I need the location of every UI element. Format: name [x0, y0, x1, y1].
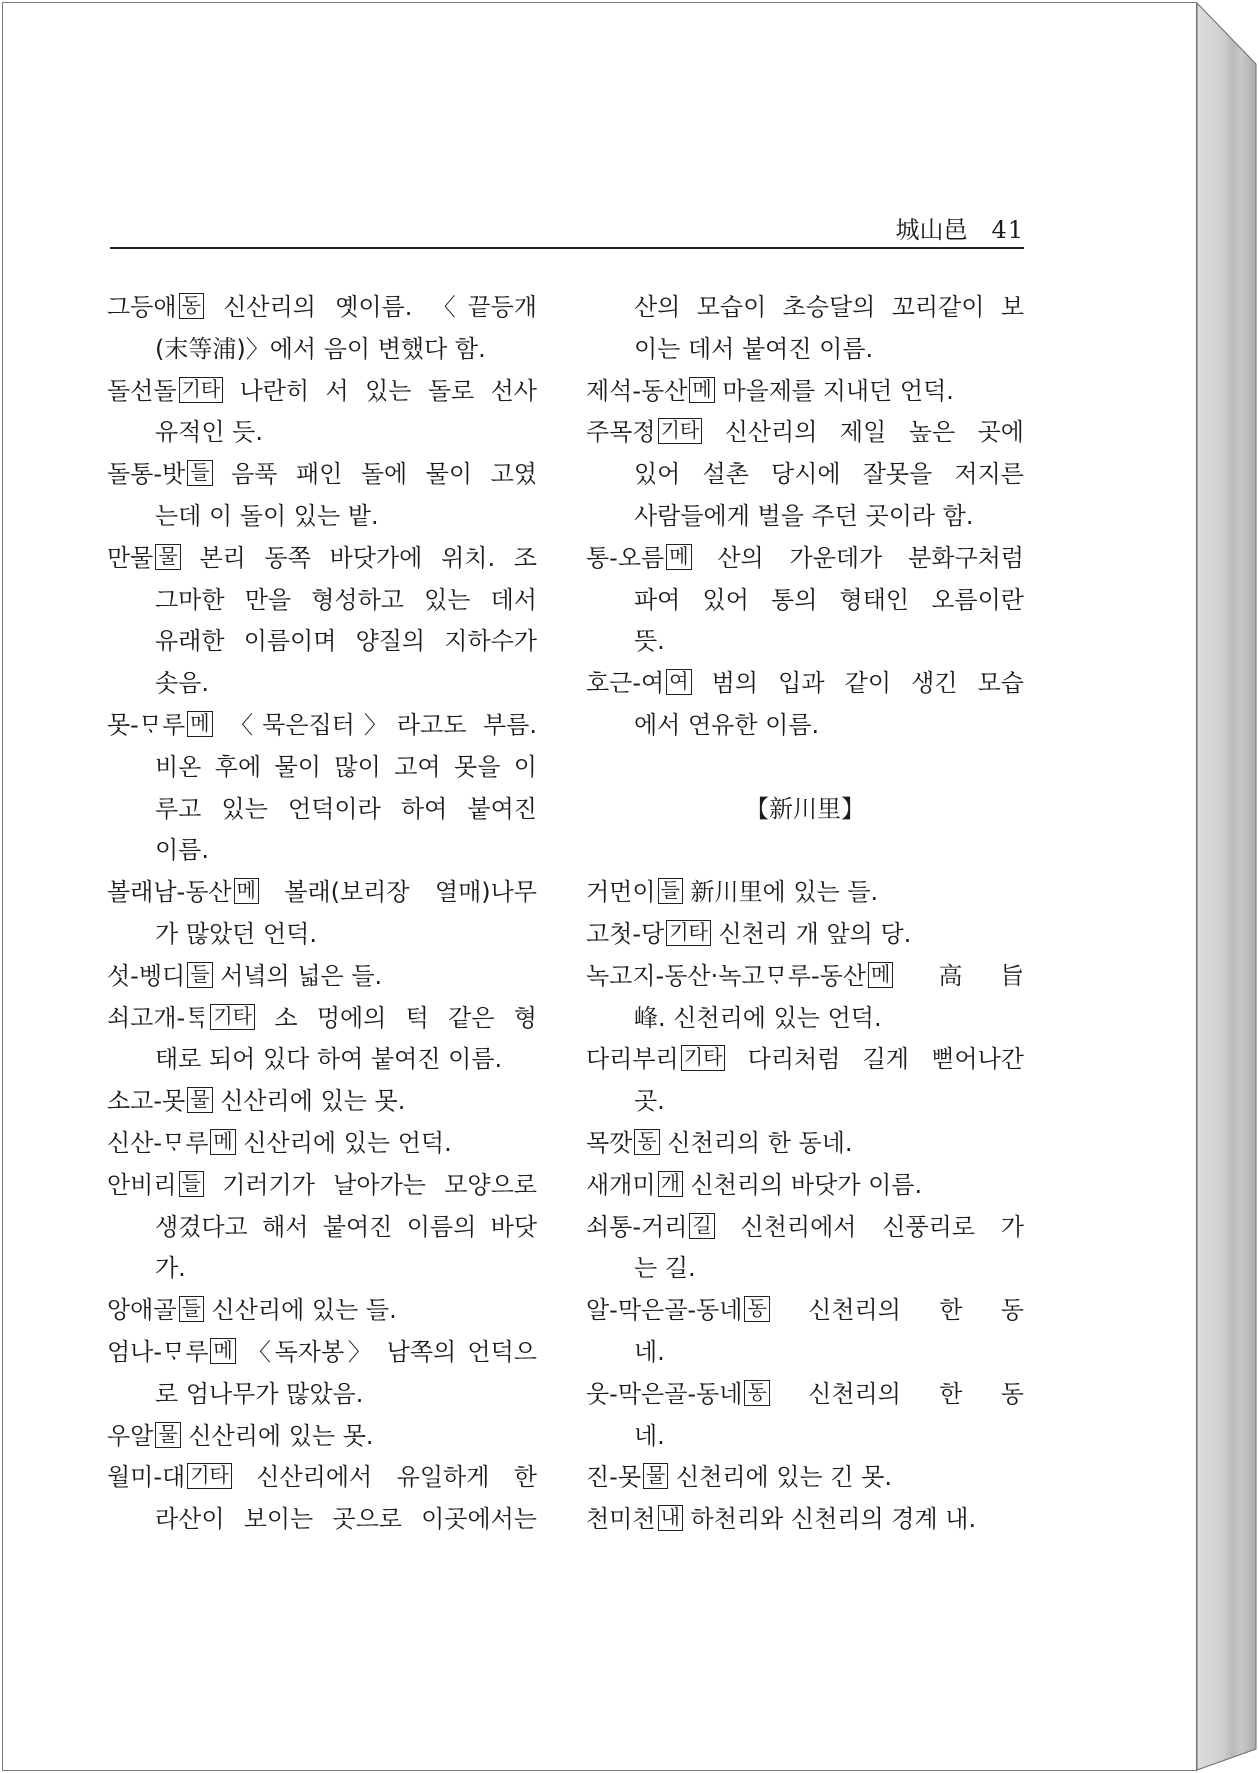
entry-text: 뜻. — [634, 627, 665, 656]
entry-text: 기러기가 날아가는 모양으로 — [222, 1170, 537, 1199]
entry-text: 이는 데서 붙여진 이름. — [634, 334, 874, 363]
entry-text: 네. — [634, 1421, 665, 1450]
entry-text: 에서 연유한 이름. — [634, 710, 820, 739]
entry-continuation-line — [107, 1499, 537, 1541]
entry-line — [107, 1123, 537, 1165]
entry-text: 본리 동쪽 바닷가에 위치. 조 — [199, 543, 537, 572]
entry-line — [586, 412, 1024, 454]
headword: 만물 — [107, 543, 154, 572]
headword: 안비리 — [107, 1170, 177, 1199]
entry-text: 유래한 이름이며 양질의 지하수가 — [155, 627, 537, 656]
entry-text: 서녘의 넓은 들. — [220, 961, 383, 990]
headword: 녹고지-동산·녹고ᄆᆞ루-동산 — [586, 961, 866, 990]
entry-line — [107, 705, 537, 747]
page-number: 41 — [991, 216, 1024, 244]
entry-continuation-line — [586, 287, 1024, 329]
entry-continuation-line — [107, 1248, 537, 1290]
category-tag: 길 — [689, 1213, 714, 1239]
category-tag: 기타 — [681, 1045, 726, 1071]
entry-text: 高旨 — [938, 961, 1024, 990]
entry-text: 다리처럼 길게 뻗어나간 — [747, 1045, 1024, 1074]
entry-line — [586, 1499, 1024, 1541]
headword: 신산-ᄆᆞ루 — [107, 1128, 209, 1157]
entry-text: 있어 설촌 당시에 잘못을 저지른 — [634, 460, 1024, 489]
headword: 새개미 — [586, 1170, 656, 1199]
headword: 웃-막은골-동네 — [586, 1379, 743, 1408]
entry-text: 신천리 개 앞의 당. — [718, 919, 912, 948]
entry-text: 신산리의 제일 높은 곳에 — [724, 418, 1024, 447]
entry-continuation-line — [107, 329, 537, 371]
entry-text: 나란히 서 있는 돌로 선사 — [239, 376, 537, 405]
entry-line — [107, 1081, 537, 1123]
entry-text: 유적인 듯. — [155, 418, 263, 447]
headword: 앙애골 — [107, 1296, 177, 1325]
headword: 쇠통-거리 — [586, 1212, 688, 1241]
entry-text: 파여 있어 통의 형태인 오름이란 — [634, 585, 1024, 614]
entry-continuation-line — [586, 1248, 1024, 1290]
entry-line — [107, 1165, 537, 1207]
entry-text: 사람들에게 벌을 주던 곳이라 함. — [634, 501, 974, 530]
entry-text: 마을제를 지내던 언덕. — [722, 376, 954, 405]
entry-continuation-line — [586, 580, 1024, 622]
category-tag: 들 — [187, 460, 212, 486]
entry-line — [586, 914, 1024, 956]
entry-text: 소 멍에의 턱 같은 형 — [274, 1003, 537, 1032]
category-tag: 기타 — [666, 920, 711, 946]
entry-continuation-line — [586, 454, 1024, 496]
entry-line — [586, 872, 1024, 914]
entry-text: 솟음. — [155, 669, 209, 698]
category-tag: 개 — [658, 1171, 683, 1197]
entry-text: 산의 모습이 초승달의 꼬리같이 보 — [634, 293, 1024, 321]
entry-continuation-line — [107, 914, 537, 956]
entry-text: 신산리에 있는 들. — [211, 1296, 397, 1325]
headword: 돌통-밧 — [107, 460, 186, 489]
entry-text: 가 많았던 언덕. — [155, 919, 317, 948]
entry-text: 신천리에서 신풍리로 가 — [740, 1212, 1024, 1241]
category-tag: 물 — [187, 1087, 212, 1113]
entry-line — [107, 371, 537, 413]
headword: 천미천 — [586, 1505, 656, 1534]
entry-text: 신천리의 한 동 — [808, 1296, 1024, 1325]
headword: 쇠고개-ᄐᆞᆨ — [107, 1003, 209, 1032]
entry-line — [586, 1039, 1024, 1081]
entry-text: 峰. 신천리에 있는 언덕. — [634, 1003, 882, 1032]
entry-continuation-line — [107, 412, 537, 454]
entry-line — [107, 454, 537, 496]
category-tag: 동 — [634, 1129, 659, 1155]
headword: 우알 — [107, 1421, 154, 1450]
entry-line — [107, 1290, 537, 1332]
entry-text: 신천리의 한 동네. — [667, 1128, 853, 1157]
category-tag: 들 — [187, 962, 212, 988]
entry-continuation-line — [586, 1416, 1024, 1458]
entry-continuation-line — [586, 329, 1024, 371]
book-side-panel — [1197, 3, 1256, 1770]
headword: 월미-대 — [107, 1463, 186, 1492]
entry-line — [586, 1207, 1024, 1249]
entry-text: 그마한 만을 형성하고 있는 데서 — [155, 585, 537, 614]
headword: 목깟 — [586, 1128, 633, 1157]
headword: 엄나-ᄆᆞ루 — [107, 1337, 209, 1366]
headword: 볼래남-동산 — [107, 878, 232, 907]
entry-text: 〈묵은집터〉라고도 부름. — [229, 710, 537, 739]
entry-text: 곳. — [634, 1087, 665, 1116]
running-header — [895, 212, 1024, 248]
headword: 못-ᄆᆞ루 — [107, 710, 186, 739]
header-rule — [110, 247, 1024, 249]
entry-line — [107, 1416, 537, 1458]
section-heading: 【新川里】 — [745, 794, 865, 823]
category-tag: 동 — [744, 1296, 769, 1322]
entry-text: 범의 입과 같이 생긴 모습 — [711, 669, 1024, 698]
entry-text: 비온 후에 물이 많이 고여 못을 이 — [155, 752, 537, 781]
blank-line — [586, 747, 1024, 789]
headword: 알-막은골-동네 — [586, 1296, 743, 1325]
entry-continuation-line — [107, 1039, 537, 1081]
entry-text: 는 길. — [634, 1254, 696, 1283]
category-tag: 내 — [658, 1505, 683, 1531]
right-column — [586, 287, 1024, 1541]
headword: 돌선돌 — [107, 376, 177, 405]
entry-continuation-line — [107, 663, 537, 705]
headword: 진-못 — [586, 1463, 642, 1492]
category-tag: 메 — [187, 711, 212, 737]
category-tag: 들 — [658, 878, 683, 904]
entry-continuation-line — [586, 998, 1024, 1040]
entry-text: 신천리의 바닷가 이름. — [690, 1170, 923, 1199]
category-tag: 물 — [155, 544, 180, 570]
category-tag: 메 — [666, 544, 691, 570]
category-tag: 들 — [179, 1296, 204, 1322]
entry-text: 태로 되어 있다 하여 붙여진 이름. — [155, 1045, 503, 1074]
entry-continuation-line — [586, 621, 1024, 663]
category-tag: 들 — [179, 1171, 204, 1197]
headword: 거먼이 — [586, 878, 656, 907]
category-tag: 동 — [744, 1380, 769, 1406]
category-tag: 기타 — [179, 377, 224, 403]
entry-continuation-line — [107, 1207, 537, 1249]
entry-line — [586, 371, 1024, 413]
entry-line — [586, 1457, 1024, 1499]
headword: 다리부리 — [586, 1045, 679, 1074]
entry-text: 볼래(보리장 열매)나무 — [284, 878, 537, 907]
section-name: 城山邑 — [895, 216, 968, 244]
headword: 주목정 — [586, 418, 656, 447]
category-tag: 메 — [234, 878, 259, 904]
headword: 섯-벵디 — [107, 961, 186, 990]
blank-line — [586, 830, 1024, 872]
entry-line — [586, 1123, 1024, 1165]
entry-text: 신천리의 한 동 — [808, 1379, 1024, 1408]
category-tag: 기타 — [658, 418, 703, 444]
entry-text: 생겼다고 해서 붙여진 이름의 바닷 — [155, 1212, 537, 1241]
entry-continuation-line — [107, 496, 537, 538]
entry-text: 신산리에 있는 못. — [220, 1087, 406, 1116]
entry-text: 로 엄나무가 많았음. — [155, 1379, 364, 1408]
entry-line — [586, 1165, 1024, 1207]
entry-line — [586, 1290, 1024, 1332]
entry-text: 는데 이 돌이 있는 밭. — [155, 501, 379, 530]
entry-line — [107, 538, 537, 580]
headword: 호근-여 — [586, 669, 665, 698]
entry-line — [586, 956, 1024, 998]
category-tag: 물 — [155, 1422, 180, 1448]
category-tag: 메 — [689, 377, 714, 403]
entry-text: 산의 가운데가 분화구처럼 — [717, 543, 1024, 572]
entry-continuation-line — [586, 496, 1024, 538]
entry-continuation-line — [107, 747, 537, 789]
entry-text: 신천리에 있는 긴 못. — [676, 1463, 892, 1492]
category-tag: 동 — [179, 293, 204, 319]
entry-continuation-line — [586, 1081, 1024, 1123]
entry-text: 新川里에 있는 들. — [690, 878, 879, 907]
entry-continuation-line — [586, 705, 1024, 747]
category-tag: 기타 — [187, 1463, 232, 1489]
entry-line — [107, 287, 537, 329]
headword: 제석-동산 — [586, 376, 688, 405]
entry-line — [107, 1457, 537, 1499]
entry-line — [586, 663, 1024, 705]
category-tag: 메 — [210, 1338, 235, 1364]
headword: 그등애 — [107, 293, 177, 321]
entry-text: 신산리에 있는 못. — [188, 1421, 374, 1450]
entry-text: 루고 있는 언덕이라 하여 붙여진 — [155, 794, 537, 823]
entry-text: 라산이 보이는 곳으로 이곳에서는 — [155, 1505, 537, 1534]
headword: 고첫-당 — [586, 919, 665, 948]
entry-text: 신산리에 있는 언덕. — [243, 1128, 452, 1157]
entry-text: 네. — [634, 1337, 665, 1366]
entry-line — [586, 538, 1024, 580]
entry-text: 음푹 패인 돌에 물이 고였 — [231, 460, 537, 489]
entry-line — [107, 872, 537, 914]
entry-continuation-line — [107, 621, 537, 663]
entry-line — [107, 1332, 537, 1374]
entry-continuation-line — [586, 1332, 1024, 1374]
category-tag: 물 — [643, 1463, 668, 1489]
headword: 소고-못 — [107, 1087, 186, 1116]
left-column — [107, 287, 537, 1541]
entry-line — [107, 956, 537, 998]
entry-text: 신산리의 옛이름. 〈끝등개 — [223, 293, 537, 321]
entry-line — [586, 1374, 1024, 1416]
entry-continuation-line — [107, 580, 537, 622]
category-tag: 여 — [666, 669, 691, 695]
entry-continuation-line — [107, 830, 537, 872]
entry-text: 이름. — [155, 836, 209, 865]
category-tag: 메 — [210, 1129, 235, 1155]
entry-text: (末等浦)〉에서 음이 변했다 함. — [155, 334, 486, 363]
headword: 통-오름 — [586, 543, 665, 572]
category-tag: 기타 — [210, 1004, 255, 1030]
entry-line — [107, 998, 537, 1040]
entry-continuation-line — [107, 1374, 537, 1416]
category-tag: 메 — [868, 962, 893, 988]
entry-text: 하천리와 신천리의 경계 내. — [690, 1505, 977, 1534]
entry-text: 신산리에서 유일하게 한 — [256, 1463, 537, 1492]
entry-continuation-line — [107, 789, 537, 831]
entry-text: 〈독자봉〉 남쪽의 언덕으 — [246, 1337, 537, 1366]
entry-text: 가. — [155, 1254, 186, 1283]
